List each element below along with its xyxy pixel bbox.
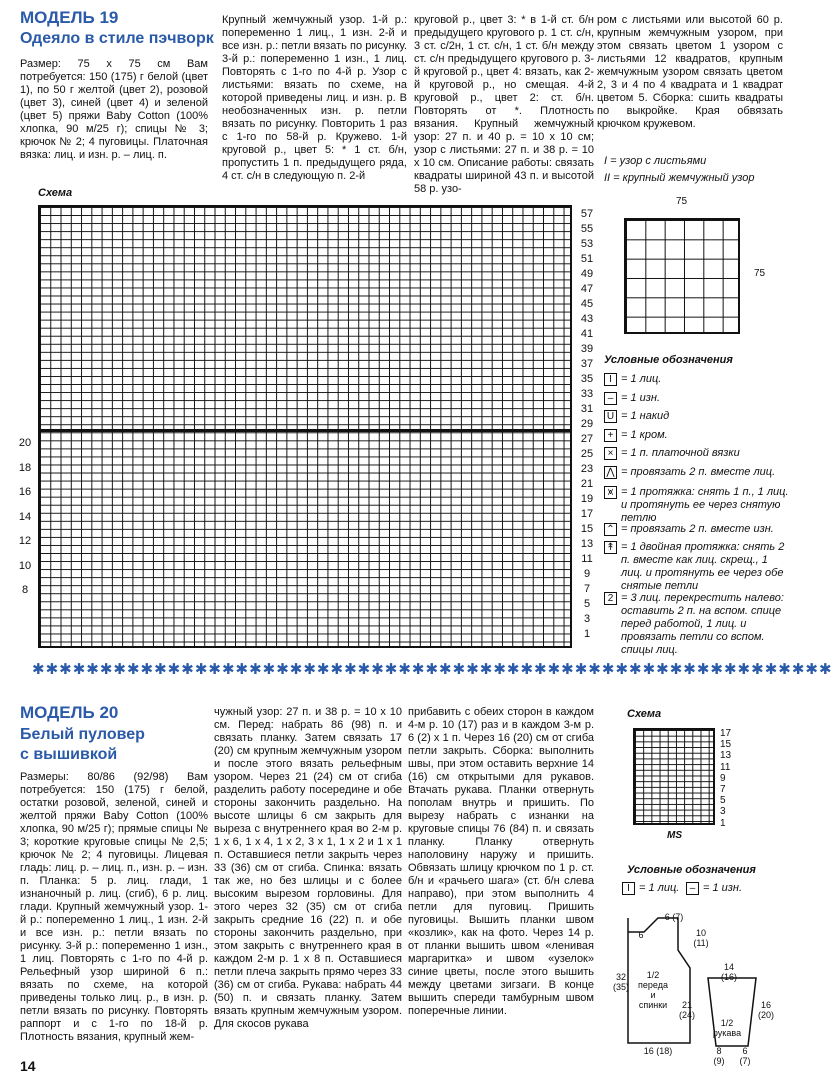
dim-j: 6 (7) [739, 1046, 751, 1066]
knit-symbol: I [622, 882, 635, 895]
chart-row-number: 17 [580, 508, 594, 520]
model20-legend-title: Условные обозначения [627, 864, 756, 876]
chart-row-number: 29 [580, 418, 594, 430]
purl-symbol: – [686, 882, 699, 895]
chart-row-number: 9 [583, 568, 591, 580]
legend-text: = 1 лиц. [621, 373, 662, 385]
model20-legend-knit: I = 1 лиц. [622, 882, 682, 895]
chart-row-number: 19 [580, 493, 594, 505]
chart-row-number: 15 [580, 523, 594, 535]
dim-f: 16 (18) [643, 1046, 673, 1056]
page-number: 14 [20, 1058, 36, 1074]
dim-c: 32 (35) [612, 972, 629, 992]
small-chart-row-number: 9 [720, 772, 726, 784]
blanket-square-scheme [624, 218, 740, 334]
model20-col1: Размеры: 80/86 (92/98) Вам потребуется: 150 (175) г белой, остатки розовой, зеленой, синей и желтой пряжи Baby Cotton (100% хлопка, 90 м/25 г); прямые спицы № 3; короткие круговые спицы № 2,5; крючок № 2; 4 пуговицы. Лицевая гладь: лиц. р. – лиц. п., изн. р. – изн. п. Планка: 5 р. лиц. глади, 1 изнаночный р. лиц. (сгиб), 6 р. лиц. глади. Крупный жемчужный узор. 1-й р.: попеременно 1 лиц., 1 изн. 2-й и все изн. р.: петли вязать по рисунку. 3-й р.: попеременно 1 изн., 1 лиц. Повторять с 1-го по 4-й р. Рельефный узор шириной 6 п.: вязать по схеме, на которой приведены только лиц. р., в изн. р. петли вязать по рисунку. Повторять раппорт и с 1-го по 18-й р. Плотность вязания, крупный жем- [20, 771, 208, 1043]
small-chart-row-number: 15 [720, 739, 732, 751]
chart-row-number: 47 [580, 283, 594, 295]
legend-item [604, 466, 799, 479]
legend-text: = 1 протяжка: снять 1 п., 1 лиц. и протянуть ее через снятую петлю [621, 486, 789, 524]
chart-row-number: 37 [580, 358, 594, 370]
model20-col3: прибавить с обеих сторон в каждом 4-м р. 10 (17) раз и в каждом 3-м р. 6 (2) х 1 п. Через 16 (20) см от сгиба петли закрыть. Сборка: выполнить швы, при этом оставить верхние 14 (16) см открытыми для рукавов. Втачать рукава. Планки отвернуть пополам внутрь и пришить. По вырезу набрать с изнанки на круговые спицы 76 (84) п. и связать планку. Планку отвернуть наполовину наружу и пришить. Обвязать шлицу крючком по 1 р. ст. б/н и «рачьего шага» (ст. б/н слева направо), при этом выполнить 4 петли для пуговиц. Пришить пуговицы. Вышить планки швом «козлик», как на фото. Через 14 р. от планки вышить швом «ленивая маргаритка» и швом «узелок» синие цветы, после этого вышить между цветами зигзаги. В конце вышить спереди тамбурным швом поперечные линии. [408, 706, 594, 1017]
legend-text: = 1 накид [621, 410, 670, 422]
chart-row-number: 27 [580, 433, 594, 445]
small-chart-row-number: 13 [720, 750, 732, 762]
legend-symbol: U [604, 410, 617, 423]
section-separator: ✱✱✱✱✱✱✱✱✱✱✱✱✱✱✱✱✱✱✱✱✱✱✱✱✱✱✱✱✱✱✱✱✱✱✱✱✱✱✱✱✱✱✱✱✱✱✱✱✱✱✱✱✱✱✱✱✱✱✱ [32, 661, 833, 678]
dim-a: 6 (7) [664, 912, 684, 922]
legend-item [604, 429, 799, 442]
chart-row-number: 41 [580, 328, 594, 340]
legend-text: = 1 кром. [621, 429, 668, 441]
chart-row-number: 13 [580, 538, 594, 550]
small-chart-row-number: 5 [720, 795, 726, 807]
model20-subtitle-2: с вышивкой [20, 746, 118, 763]
legend-item [604, 523, 799, 536]
chart-row-number: 20 [18, 437, 32, 449]
small-chart-row-number: 3 [720, 806, 726, 818]
model19-col4: ром с листьями или высотой 60 р. крупным жемчужным узором, при этом связать цветом 1 узором с листьями 12 квадратов, крупным жемчужным узором связать цветом 2, 3 и 4 по 4 квадрата и 1 квадрат цветом 5. Сборка: сшить квадраты по выкройке. Края обвязать крючком кружевом. [597, 14, 783, 130]
model19-title: МОДЕЛЬ 19 [20, 8, 119, 27]
legend-item [604, 392, 799, 405]
scheme-legend-1: I = узор с листьями [604, 155, 707, 167]
dim-b: 10 (11) [693, 928, 709, 948]
small-chart-row-number: 17 [720, 728, 732, 739]
legend-symbol: I [604, 373, 617, 386]
front-back-label: 1/2 переда и спинки [638, 970, 668, 1010]
legend-symbol: × [604, 447, 617, 460]
dim-h: 16 (20) [757, 1000, 774, 1020]
model20-title: МОДЕЛЬ 20 [20, 703, 119, 722]
legend-item [604, 410, 799, 423]
legend-symbol: – [604, 392, 617, 405]
chart-row-number: 1 [583, 628, 591, 640]
chart-row-number: 3 [583, 613, 591, 625]
ms-label: MS [667, 830, 682, 841]
chart-row-number: 5 [583, 598, 591, 610]
legend-item [604, 541, 799, 593]
legend-symbol: 2 [604, 592, 617, 605]
chart-row-number: 11 [581, 553, 593, 565]
chart-row-number: 35 [580, 373, 594, 385]
legend-text: = 1 двойная протяжка: снять 2 п. вместе как лиц. скрещ., 1 лиц. и протянуть ее через обе снятые петли [621, 541, 785, 592]
model19-legend-title: Условные обозначения [604, 354, 733, 366]
model19-col1: Размер: 75 х 75 см Вам потребуется: 150 (175) г белой (цвет 1), по 50 г желтой (цвет 2), розовой (цвет 3), синей (цвет 4) и зеленой (цвет 5) пряжи Baby Cotton (100% хлопка, 90 м/25 г); спицы № 3; крючок № 2; 4 пуговицы. Платочная вязка: лиц. и изн. р. – лиц. п. [20, 58, 208, 161]
chart-caption: Схема [38, 187, 73, 199]
model20-subtitle-1: Белый пуловер [20, 726, 145, 743]
chart-row-number: 57 [580, 208, 594, 220]
small-chart-row-number: 1 [720, 817, 726, 829]
legend-symbol: + [604, 429, 617, 442]
knitting-chart [38, 205, 572, 648]
legend-symbol: ↟ [604, 541, 617, 554]
chart-row-number: 7 [583, 583, 591, 595]
relief-pattern-chart [633, 728, 715, 825]
chart-row-number: 53 [580, 238, 594, 250]
model20-col2: чужный узор: 27 п. и 38 р. = 10 х 10 см. Перед: набрать 86 (98) п. и связать планку. Затем связать 17 (20) см крупным жемчужным узором и после этого вязать рельефным узором. Через 21 (24) см от сгиба разделить работу посередине и обе стороны закончить раздельно. На высоте шлицы 6 см закрыть для выреза с внутреннего края во 2-м р. 1 х 6, 1 х 4, 1 х 2, 3 х 1, 1 х 2 и 1 х 1 п. Оставшиеся петли закрыть через 33 (36) см от сгиба. Спинка: вязать так же, но без шлицы и с более высоким вырезом горловины. Для этого через 32 (35) см от сгиба закрыть средние 16 (22) п. и обе стороны закончить раздельно, при этом закрыть с внутреннего края в каждом 2-м р. 1 х 8 п. Оставшиеся петли плеча закрыть прямо через 33 (36) см от сгиба. Рукава: набрать 44 (50) п. и связать планку. Затем вязать крупным жемчужным узором. Для скосов рукава [214, 706, 402, 1030]
legend-text: = 3 лиц. перекрестить налево: оставить 2 п. на вспом. спице перед работой, 1 лиц. и провязать петли со вспом. спицы лиц. [621, 592, 784, 656]
chart-row-number: 39 [580, 343, 594, 355]
dim-d: 21 (24) [678, 1000, 695, 1020]
legend-text: = 1 изн. [621, 392, 660, 404]
chart-row-number: 51 [580, 253, 594, 265]
chart-row-number: 21 [580, 478, 594, 490]
legend-item [604, 447, 799, 460]
legend-item [604, 486, 799, 525]
chart-row-number: 14 [18, 510, 32, 523]
legend-text: = провязать 2 п. вместе лиц. [621, 466, 776, 478]
chart-row-number: 8 [21, 584, 29, 596]
small-chart-caption: Схема [627, 708, 662, 720]
scheme-width: 75 [676, 196, 688, 207]
legend-text: = 1 п. платочной вязки [621, 447, 740, 459]
chart-row-number: 12 [18, 535, 32, 547]
chart-divider [40, 429, 570, 432]
dim-g: 14 (16) [720, 962, 737, 982]
chart-row-number: 31 [580, 403, 594, 415]
model19-col2: Крупный жемчужный узор. 1-й р.: попеременно 1 лиц., 1 изн. 2-й и все изн. р.: петли вязать по рисунку. 3-й р.: попеременно 1 изн., 1 лиц. Повторять с 1-го по 4-й р. Узор с листьями: вязать по схеме, на которой приведены лиц. и изн. р. В необозначенных изн. р. петли вязать по рисунку. Повторить 1 раз с 1-го по 58-й р. Кружево. 1-й круговой р., цвет 5: * 1 ст. б/н, пропустить 1 п. предыдущего ряда, 4 ст. с/н в следующую п. 2-й [222, 14, 407, 182]
legend-symbol: ⌃ [604, 523, 617, 536]
model19-subtitle: Одеяло в стиле пэчворк [20, 30, 214, 47]
sleeve-label: 1/2 рукава [712, 1018, 742, 1038]
scheme-height: 75 [754, 268, 766, 279]
legend-item [604, 592, 799, 657]
chart-row-number: 49 [580, 268, 594, 280]
chart-row-number: 45 [580, 298, 594, 310]
chart-row-number: 18 [18, 461, 32, 474]
scheme-legend-2: II = крупный жемчужный узор [604, 172, 755, 184]
chart-row-number: 16 [18, 486, 32, 498]
small-chart-row-number: 11 [720, 761, 731, 773]
model19-col3: круговой р., цвет 3: * в 1-й ст. б/н предыдущего кругового р. 1 ст. с/н, 3 ст. с/2н, 1 ст. с/н, 1 ст. б/н между ст. с/н предыдущего кругового р. 3-й круговой р., цвет 4: вязать, как 2-й круговой р., но смещая. 4-й круговой р., цвет 2: ст. б/н. Повторять от *. Плотность вязания. Крупный жемчужный узор: 27 п. и 40 р. = 10 х 10 см; узор с листьями: 27 п. и 38 р. = 10 х 10 см. Описание работы: связать квадраты шириной 43 п. и высотой 58 р. узо- [414, 14, 594, 195]
legend-symbol: ⋀ [604, 466, 617, 479]
chart-row-number: 23 [580, 463, 594, 475]
small-chart-row-number: 7 [720, 784, 726, 795]
chart-row-number: 55 [580, 223, 594, 235]
legend-symbol: ⩙ [604, 486, 617, 499]
chart-row-number: 33 [580, 388, 594, 400]
dim-e: 6 [638, 930, 644, 940]
chart-row-number: 10 [18, 559, 32, 572]
chart-row-number: 25 [580, 448, 594, 460]
model20-legend-purl: – = 1 изн. [686, 882, 776, 895]
legend-text: = провязать 2 п. вместе изн. [621, 523, 774, 535]
chart-row-number: 43 [580, 313, 594, 325]
dim-i: 8 (9) [713, 1046, 725, 1066]
legend-item [604, 373, 799, 386]
